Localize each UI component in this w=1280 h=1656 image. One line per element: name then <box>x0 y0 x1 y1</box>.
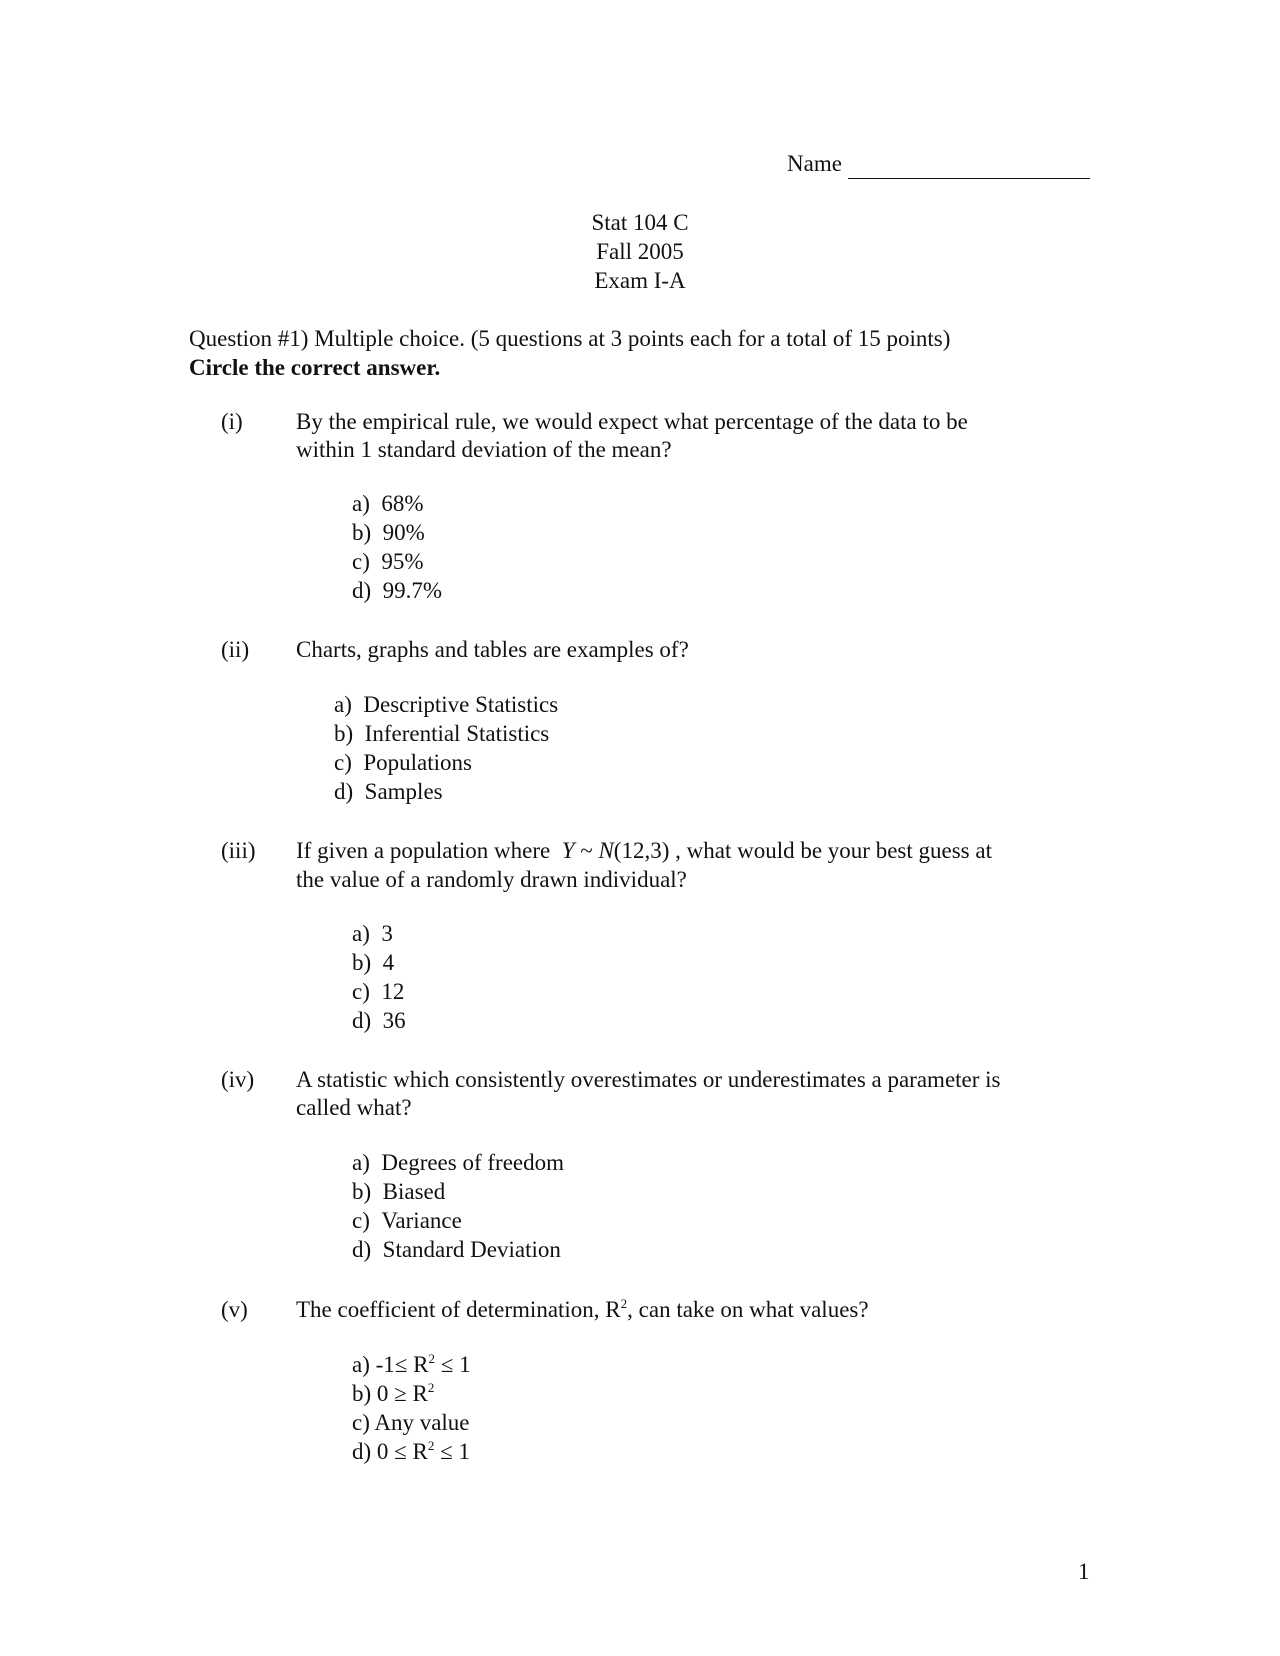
option-text: 4 <box>382 950 395 975</box>
option-text: Variance <box>381 1208 462 1233</box>
superscript: 2 <box>428 1351 435 1366</box>
question-1-intro: Question #1) Multiple choice. (5 questions at 3 points each for a total of 15 points) <box>189 326 951 351</box>
exam-label: Exam I-A <box>594 268 686 293</box>
option-letter: a) <box>352 1150 370 1175</box>
question-i-stem-line2: within 1 standard deviation of the mean? <box>296 437 672 462</box>
option-d[interactable] <box>352 1236 564 1265</box>
math-params: (12,3) <box>613 838 670 863</box>
option-d[interactable] <box>334 778 558 807</box>
option-text: d) 0 ≤ R <box>352 1439 428 1464</box>
option-letter: d) <box>334 779 354 804</box>
option-b[interactable] <box>352 1178 564 1207</box>
question-iv-stem-line1: A statistic which consistently overestimates or underestimates a parameter is <box>296 1067 1001 1092</box>
question-iv-options <box>352 1149 564 1265</box>
option-c[interactable] <box>352 548 442 577</box>
question-number-v: (v) <box>221 1297 248 1322</box>
question-v-stem-line1 <box>296 1296 869 1324</box>
superscript: 2 <box>620 1296 628 1311</box>
option-letter: c) <box>352 549 370 574</box>
option-text: Samples <box>364 779 443 804</box>
course-title: Stat 104 C <box>591 210 689 235</box>
option-text: Degrees of freedom <box>381 1150 565 1175</box>
question-v-options <box>352 1351 471 1467</box>
option-c[interactable] <box>334 749 558 778</box>
superscript: 2 <box>427 1438 435 1453</box>
option-d[interactable] <box>352 1007 406 1036</box>
option-letter: c) <box>352 979 370 1004</box>
stem-text: The coefficient of determination, R <box>296 1297 621 1322</box>
question-number-ii: (ii) <box>221 637 250 662</box>
question-iii-stem-line1 <box>296 837 992 865</box>
option-b[interactable] <box>352 519 442 548</box>
option-d[interactable] <box>352 577 442 606</box>
option-text: c) Any value <box>352 1410 470 1435</box>
option-text: ≤ 1 <box>435 1352 471 1377</box>
option-a[interactable] <box>352 1149 564 1178</box>
math-tilde: ~ <box>580 838 593 863</box>
option-text: 12 <box>381 979 405 1004</box>
option-text: 95% <box>381 549 424 574</box>
option-text: Populations <box>363 750 472 775</box>
option-text: Descriptive Statistics <box>363 692 559 717</box>
option-letter: b) <box>334 721 354 746</box>
option-text: Inferential Statistics <box>364 721 550 746</box>
question-iii-options <box>352 920 406 1036</box>
option-a[interactable] <box>352 1351 471 1380</box>
option-letter: b) <box>352 1179 372 1204</box>
question-1-instruction: Circle the correct answer. <box>189 355 441 380</box>
math-variable-y: Y <box>561 838 575 863</box>
question-i-stem-line1: By the empirical rule, we would expect what percentage of the data to be <box>296 409 968 434</box>
option-text: Standard Deviation <box>382 1237 561 1262</box>
question-iv-stem-line2: called what? <box>296 1095 412 1120</box>
option-letter: a) <box>352 921 370 946</box>
math-normal-n: N <box>598 838 614 863</box>
option-text: 36 <box>382 1008 406 1033</box>
superscript: 2 <box>427 1380 435 1395</box>
question-number-iv: (iv) <box>221 1067 255 1092</box>
option-text: b) 0 ≥ R <box>352 1381 428 1406</box>
question-number-iii: (iii) <box>221 838 256 863</box>
option-letter: d) <box>352 1008 372 1033</box>
option-b[interactable] <box>334 720 558 749</box>
stem-text: , can take on what values? <box>627 1297 869 1322</box>
option-letter: c) <box>352 1208 370 1233</box>
page-number: 1 <box>1078 1559 1090 1584</box>
stem-text: , what would be your best guess at <box>675 838 992 863</box>
option-text: 90% <box>382 520 425 545</box>
term-label: Fall 2005 <box>596 239 684 264</box>
name-field <box>787 150 1090 179</box>
question-iii-stem-line2: the value of a randomly drawn individual? <box>296 867 687 892</box>
stem-text: If given a population where <box>296 838 551 863</box>
option-b[interactable] <box>352 949 406 978</box>
option-d[interactable] <box>352 1438 471 1467</box>
option-letter: d) <box>352 578 372 603</box>
question-ii-stem-line1: Charts, graphs and tables are examples of? <box>296 637 689 662</box>
option-letter: c) <box>334 750 352 775</box>
option-text: 3 <box>381 921 393 946</box>
option-letter: b) <box>352 950 372 975</box>
option-letter: d) <box>352 1237 372 1262</box>
name-blank-line[interactable] <box>848 150 1090 179</box>
option-b[interactable] <box>352 1380 471 1409</box>
option-letter: b) <box>352 520 372 545</box>
option-text: Biased <box>382 1179 446 1204</box>
option-a[interactable] <box>352 920 406 949</box>
option-text: 99.7% <box>382 578 443 603</box>
name-label: Name <box>787 151 842 176</box>
option-text: 68% <box>381 491 424 516</box>
question-ii-options <box>334 691 558 807</box>
exam-header <box>0 209 1280 296</box>
question-number-i: (i) <box>221 409 243 434</box>
option-letter: a) <box>334 692 352 717</box>
option-letter: a) <box>352 491 370 516</box>
option-c[interactable] <box>352 978 406 1007</box>
question-i-options <box>352 490 442 606</box>
option-a[interactable] <box>334 691 558 720</box>
option-c[interactable] <box>352 1409 471 1438</box>
option-text: a) -1≤ R <box>352 1352 429 1377</box>
option-c[interactable] <box>352 1207 564 1236</box>
option-a[interactable] <box>352 490 442 519</box>
option-text: ≤ 1 <box>434 1439 470 1464</box>
